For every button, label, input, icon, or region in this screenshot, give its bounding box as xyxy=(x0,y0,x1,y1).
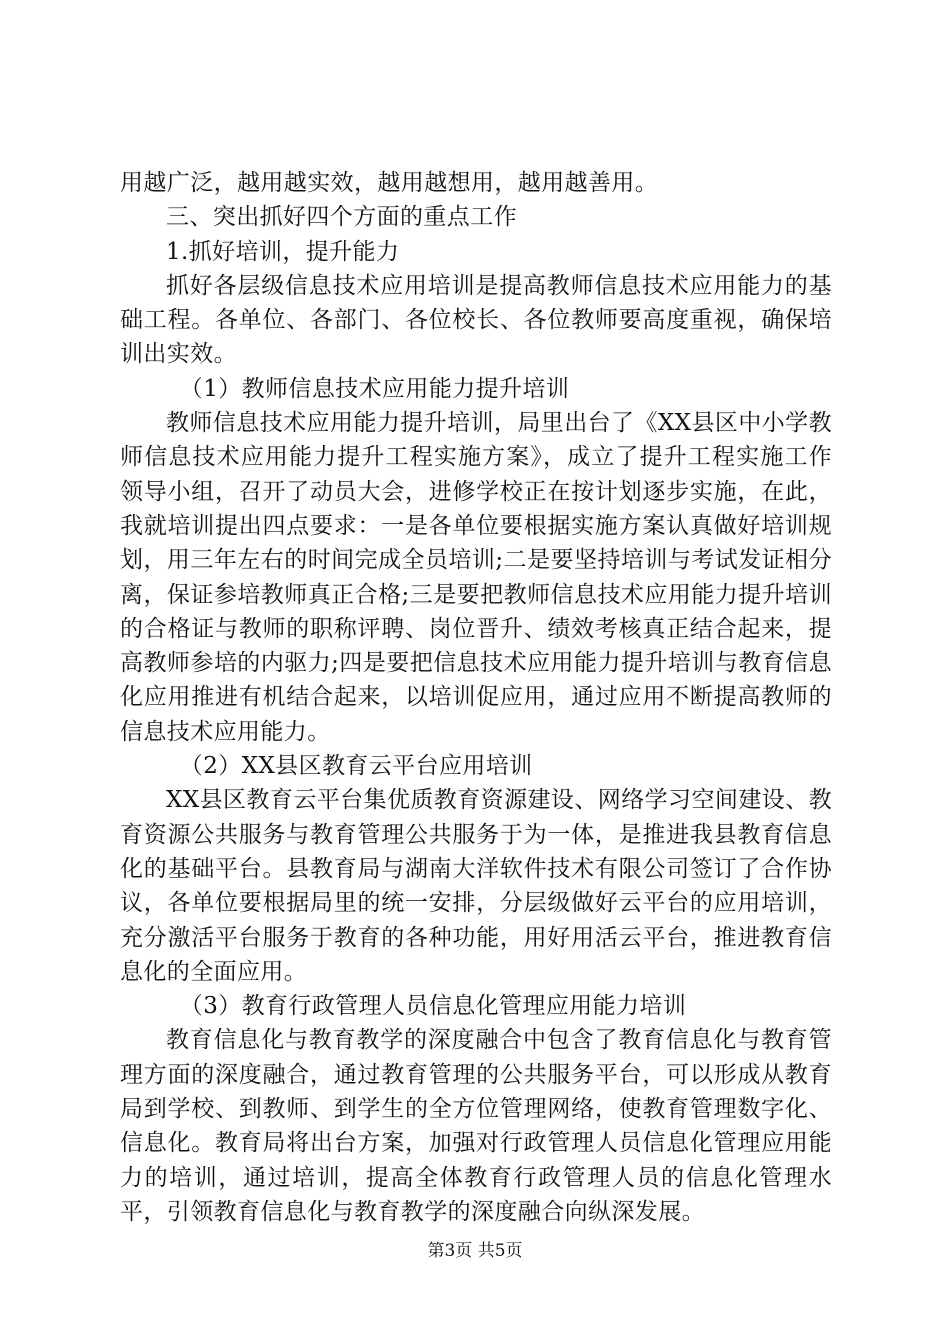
item-heading-2: （2）XX县区教育云平台应用培训 xyxy=(179,753,533,780)
paragraph-training-overview: 抓好各层级信息技术应用培训是提高教师信息技术应用能力的基础工程。各单位、各部门、各位校长、各位教师要高度重视，确保培训出实效。 xyxy=(120,272,832,368)
paragraph-cloud-platform: XX县区教育云平台集优质教育资源建设、网络学习空间建设、教育资源公共服务与教育管理公共服务于为一体，是推进我县教育信息化的基础平台。县教育局与湖南大洋软件技术有限公司签订了合作协议，各单位要根据局里的统一安排，分层级做好云平台的应用培训，充分激活平台服务于教育的各种功能，用好用活云平台，推进教育信息化的全面应用。 xyxy=(120,787,832,985)
page-number: 第3页 共5页 xyxy=(427,1241,523,1261)
item-heading-3: （3）教育行政管理人员信息化管理应用能力培训 xyxy=(179,993,687,1020)
subsection-heading: 1.抓好培训，提升能力 xyxy=(166,238,400,265)
document-body xyxy=(120,166,832,1229)
paragraph-teacher-training: 教师信息技术应用能力提升培训，局里出台了《XX县区中小学教师信息技术应用能力提升工程实施方案》，成立了提升工程实施工作领导小组，召开了动员大会，进修学校正在按计划逐步实施，在此，我就培训提出四点要求：一是各单位要根据实施方案认真做好培训规划，用三年左右的时间完成全员培训;二是要坚持培训与考试发证相分离，保证参培教师真正合格;三是要把教师信息技术应用能力提升培训的合格证与教师的职称评聘、岗位晋升、绩效考核真正结合起来，提高教师参培的内驱力;四是要把信息技术应用能力提升培训与教育信息化应用推进有机结合起来，以培训促应用，通过应用不断提高教师的信息技术应用能力。 xyxy=(120,410,832,745)
item-heading-1: （1）教师信息技术应用能力提升培训 xyxy=(179,375,570,402)
paragraph-admin-training: 教育信息化与教育教学的深度融合中包含了教育信息化与教育管理方面的深度融合，通过教育管理的公共服务平台，可以形成从教育局到学校、到教师、到学生的全方位管理网络，使教育管理数字化、信息化。教育局将出台方案，加强对行政管理人员信息化管理应用能力的培训，通过培训，提高全体教育行政管理人员的信息化管理水平，引领教育信息化与教育教学的深度融合向纵深发展。 xyxy=(120,1027,832,1225)
paragraph-continuation: 用越广泛，越用越实效，越用越想用，越用越善用。 xyxy=(120,170,659,196)
section-heading: 三、突出抓好四个方面的重点工作 xyxy=(166,204,517,231)
